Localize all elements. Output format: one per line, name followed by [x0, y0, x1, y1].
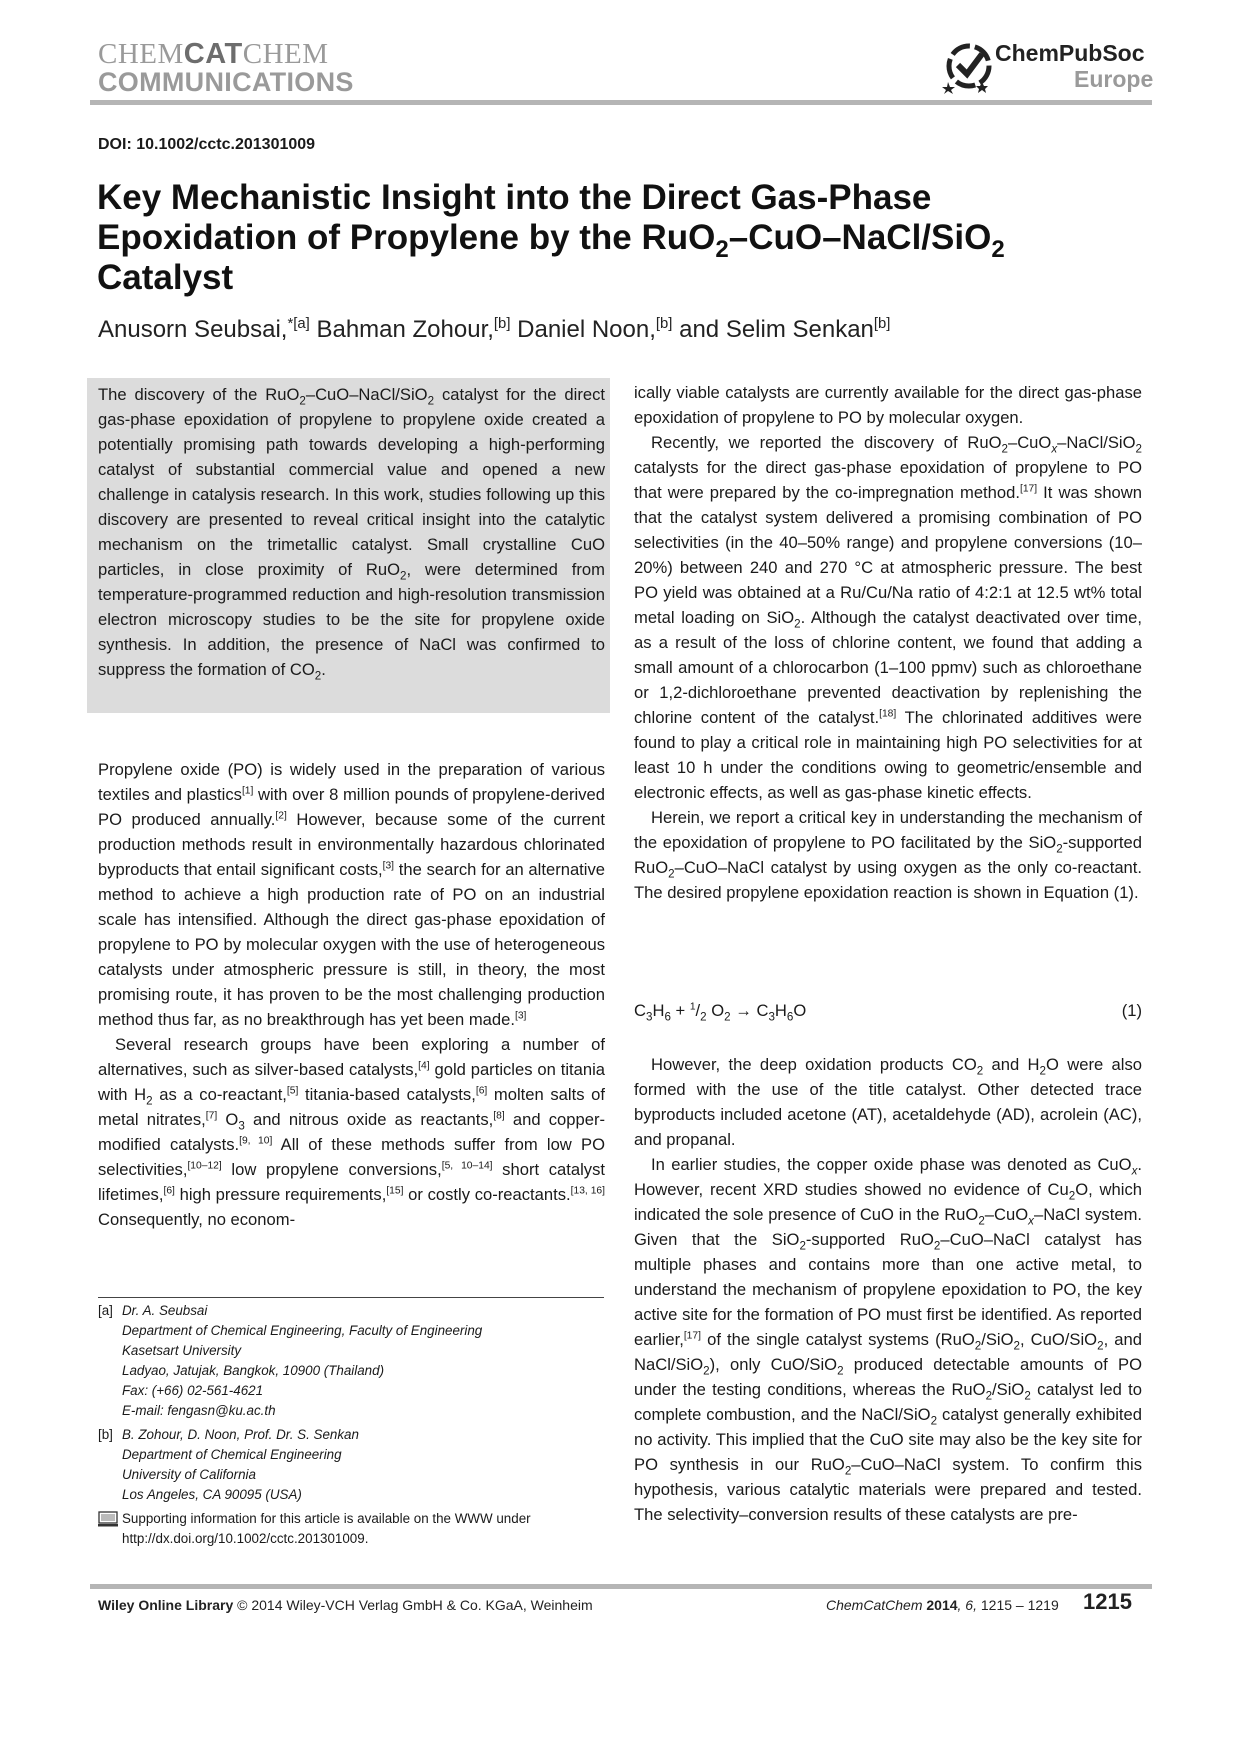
citation: [18]	[879, 708, 897, 720]
subscript: 2	[1024, 1389, 1031, 1403]
subscript: 2	[837, 1364, 844, 1378]
abstract-segment: .	[321, 660, 326, 679]
subscript: 2	[314, 669, 322, 683]
journal-abbrev: ChemCatChem	[826, 1597, 923, 1613]
text: –CuO–NaCl catalyst has multiple phases and contains more than one active metal, to understand the mechanism of propylene epoxidation to PO, the key active site for the formation of PO must first be identified. As reported earlier,	[634, 1230, 1142, 1349]
si-line: Supporting information for this article is available on the WWW under	[122, 1511, 531, 1526]
text: -supported RuO	[634, 833, 1142, 877]
subscript: 2	[978, 1214, 985, 1228]
subscript: 2	[1068, 1189, 1076, 1203]
title-subscript: 2	[715, 236, 729, 263]
citation: [8]	[493, 1110, 505, 1122]
equation-number: (1)	[1121, 1001, 1142, 1020]
journal-name-part: CAT	[183, 38, 243, 70]
subscript: 2	[399, 569, 407, 583]
title-subscript: 2	[991, 236, 1005, 263]
footnote-label: [b]	[98, 1427, 113, 1442]
text: , CuO/SiO	[1019, 1330, 1098, 1349]
text: However, because some of the current production methods result in environmentally hazardous chlorinated byproducts that entail significant costs,	[98, 810, 605, 879]
footnote-body	[122, 1301, 604, 1421]
text: -supported RuO	[805, 1230, 934, 1249]
subscript: 2	[724, 1010, 731, 1024]
author-name: Daniel Noon,	[510, 316, 656, 343]
subscript: 2	[668, 867, 675, 881]
text: and H	[983, 1055, 1040, 1074]
text: catalysts for the direct gas-phase epoxidation of propylene to PO that were prepared by the co-impregnation method.	[634, 458, 1142, 502]
footnote-line: Department of Chemical Engineering	[122, 1447, 342, 1462]
eq-text: O	[793, 1001, 807, 1020]
text: –CuO–NaCl catalyst by using oxygen as the only co-reactant. The desired propylene epoxidation reaction is shown in Equation (1).	[634, 858, 1142, 902]
subscript: 3	[645, 1010, 653, 1024]
text: , and NaCl/SiO	[634, 1330, 1142, 1374]
fraction-slash: /	[695, 1001, 701, 1020]
subscript: 2	[933, 1239, 941, 1253]
footer-publisher	[98, 1597, 593, 1613]
text: of the single catalyst systems (RuO	[700, 1330, 975, 1349]
text: All of these methods suffer from low PO selectivities,	[98, 1135, 605, 1179]
year: 2014	[922, 1597, 958, 1613]
journal-name-part: CHEM	[242, 38, 329, 70]
fraction-numerator: 1	[689, 1001, 696, 1013]
text: /SiO	[981, 1330, 1014, 1349]
subscript: 2	[1056, 842, 1063, 856]
text: short catalyst lifetimes,	[98, 1160, 606, 1204]
footer-rule	[90, 1584, 1152, 1589]
paragraph	[98, 757, 605, 1032]
citation: [3]	[514, 1010, 527, 1022]
page-range: 1215 – 1219	[977, 1597, 1059, 1613]
author-name: Bahman Zohour,	[309, 316, 494, 343]
citation: [15]	[386, 1185, 404, 1197]
eq-text: +	[670, 1001, 690, 1020]
text: gold particles on titania with H	[98, 1060, 606, 1104]
footnote-line: University of California	[122, 1467, 256, 1482]
subscript: 2	[985, 1389, 993, 1403]
page-number: 1215	[1083, 1589, 1132, 1614]
article-title	[97, 178, 1097, 298]
author-name: Anusorn Seubsai,	[98, 316, 288, 343]
citation: [6]	[475, 1085, 488, 1097]
supporting-info-text	[122, 1509, 604, 1549]
text: O were also formed with the use of the title catalyst. Other detected trace byproducts included acetone (AT), acetaldehyde (AD), acrolein (AC), and propanal.	[634, 1055, 1142, 1149]
text: titania-based catalysts,	[298, 1085, 476, 1104]
citation: [5, 10–14]	[441, 1160, 493, 1172]
text: Recently, we reported the discovery of RuO	[651, 433, 1002, 452]
title-text: Catalyst	[97, 258, 234, 297]
text: –CuO	[984, 1205, 1029, 1224]
citation: [4]	[418, 1060, 430, 1072]
subscript: 2	[427, 394, 435, 408]
citation: [3]	[382, 860, 395, 872]
text: ), only CuO/SiO	[709, 1355, 838, 1374]
abstract-segment: –CuO–NaCl/SiO	[305, 385, 428, 404]
eq-text: → C	[730, 1001, 769, 1020]
subscript: 2	[703, 1364, 710, 1378]
text: or costly co-reactants.	[403, 1185, 571, 1204]
citation: [1]	[241, 785, 254, 797]
eq-text: O	[706, 1001, 725, 1020]
text: as a co-reactant,	[152, 1085, 287, 1104]
text: –NaCl/SiO	[1057, 433, 1136, 452]
author-affiliation: [b]	[655, 316, 673, 332]
text: high pressure requirements,	[174, 1185, 387, 1204]
computer-icon	[98, 1511, 118, 1527]
footnote-line: Los Angeles, CA 90095 (USA)	[122, 1487, 302, 1502]
subscript: 3	[768, 1010, 775, 1024]
logo-text: ChemPubSoc	[995, 40, 1145, 66]
logo-text: Europe	[1074, 66, 1154, 92]
footnote-rule	[98, 1297, 604, 1298]
citation: [5]	[286, 1085, 299, 1097]
supporting-info-note	[98, 1509, 604, 1549]
citation: [9, 10]	[239, 1135, 273, 1147]
subscript: 2	[794, 617, 801, 631]
eq-text: H	[774, 1001, 787, 1020]
text: produced detectable amounts of PO under the testing conditions, whereas the RuO	[634, 1355, 1142, 1399]
footnote-affiliation-a	[98, 1301, 604, 1421]
footer-citation	[826, 1597, 1059, 1613]
citation: [17]	[1019, 483, 1038, 495]
footnote-line: Dr. A. Seubsai	[122, 1303, 208, 1318]
citation: [6]	[163, 1185, 175, 1197]
equation	[634, 1001, 1142, 1024]
footnote-affiliation-b	[98, 1425, 604, 1505]
text: –CuO–NaCl system. To confirm this hypothesis, various catalytic materials were prepared and tested. The selectivity–conversion results of these catalysts are pre-	[634, 1455, 1142, 1524]
subscript: 2	[1097, 1339, 1104, 1353]
footnote-line: Fax: (+66) 02-561-4621	[122, 1383, 264, 1398]
author-list	[98, 316, 890, 344]
footnote-line: Kasetsart University	[122, 1343, 242, 1358]
abstract-segment: The discovery of the RuO	[98, 385, 300, 404]
text: The chlorinated additives were found to play a critical role in maintaining high PO selectivities for at least 10 h under the conditions owing to geometric/ensemble and electronic effects, as well as gas-phase kinetic effects.	[634, 708, 1142, 802]
paragraph: ically viable catalysts are currently available for the direct gas-phase epoxidation of propylene to PO by molecular oxygen.	[634, 383, 1142, 427]
text: –CuO	[1007, 433, 1052, 452]
text: and copper-modified catalysts.	[98, 1110, 605, 1154]
header-rule	[90, 100, 1152, 105]
subscript: x	[1028, 1214, 1034, 1228]
text: molten salts of metal nitrates,	[98, 1085, 605, 1129]
abstract-segment: catalyst for the direct gas-phase epoxidation of propylene to propylene oxide created a potentially promising path towards developing a high-performing catalyst of substantial commercial value and opened a new challenge in catalysis research. In this work, studies following up this discovery are presented to reveal critical insight into the catalytic mechanism on the trimetallic catalyst. Small crystalline CuO particles, in close proximity of RuO	[98, 385, 605, 579]
subscript: 2	[974, 1339, 982, 1353]
author-name: and Selim Senkan	[672, 316, 874, 343]
citation: [7]	[205, 1110, 218, 1122]
text: low propylene conversions,	[221, 1160, 442, 1179]
text: . Although the catalyst deactivated over time, as a result of the loss of chlorine content, we found that adding a small amount of a chlorocarbon (1–100 ppmv) such as chloroethane or 1,2-dichloroethane prevented deactivation by replenishing the chlorine content of the catalyst.	[634, 608, 1142, 727]
subscript: 3	[238, 1119, 245, 1133]
si-link[interactable]: http://dx.doi.org/10.1002/cctc.201301009.	[122, 1531, 369, 1546]
title-text: –CuO–NaCl/SiO	[728, 218, 992, 257]
footnote-line: B. Zohour, D. Noon, Prof. Dr. S. Senkan	[122, 1427, 359, 1442]
citation: [10–12]	[187, 1160, 222, 1172]
subscript: x	[1131, 1164, 1138, 1178]
eq-text: C	[634, 1001, 646, 1020]
subscript: 2	[976, 1064, 984, 1078]
paragraph	[634, 1052, 1142, 1152]
text: It was shown that the catalyst system delivered a promising combination of PO selectivities (in the 40–50% range) and propylene conversions (10–20%) between 240 and 270 °C at atmospheric pressure. The best PO yield was obtained at a Ru/Cu/Na ratio of 4:2:1 at 12.5 wt% total metal loading on SiO	[634, 483, 1143, 627]
footnote-line: Department of Chemical Engineering, Faculty of Engineering	[122, 1323, 483, 1338]
subscript: 2	[299, 394, 306, 408]
subscript: 2	[1001, 442, 1008, 456]
section-label: COMMUNICATIONS	[98, 67, 354, 97]
text: Consequently, no econom-	[98, 1210, 296, 1229]
abstract-segment: , were determined from temperature-programmed reduction and high-resolution transmission electron microscopy studies to be the site for propylene oxide synthesis. In addition, the presence of NaCl was confirmed to suppress the formation of CO	[98, 560, 605, 679]
subscript: x	[1051, 442, 1058, 456]
footnote-label: [a]	[98, 1303, 113, 1318]
citation: [13, 16]	[570, 1185, 605, 1197]
subscript: 6	[786, 1010, 794, 1024]
abstract-text	[98, 382, 605, 682]
copyright-text: © 2014 Wiley-VCH Verlag GmbH & Co. KGaA, Weinheim	[233, 1597, 593, 1613]
text: . However, recent XRD studies showed no evidence of Cu	[634, 1155, 1142, 1199]
subscript: 2	[1135, 442, 1142, 456]
text: Herein, we report a critical key in understanding the mechanism of the epoxidation of propylene to PO facilitated by the SiO	[634, 808, 1142, 852]
title-text: Key Mechanistic Insight into the Direct Gas-Phase Epoxidation of Propylene by the RuO	[97, 178, 932, 257]
paragraph	[98, 1032, 605, 1232]
footnote-line: Ladyao, Jatujak, Bangkok, 10900 (Thailand)	[122, 1363, 385, 1378]
text: catalyst led to complete combustion, and the NaCl/SiO	[634, 1380, 1142, 1424]
paragraph	[634, 1152, 1142, 1527]
subscript: 6	[664, 1010, 671, 1024]
subscript: 2	[1013, 1339, 1020, 1353]
author-affiliation: [b]	[493, 316, 511, 332]
subscript: 2	[930, 1414, 938, 1428]
text: catalyst generally exhibited no activity. This implied that the CuO site may also be the key site for PO synthesis in our RuO	[634, 1405, 1142, 1474]
body-right-column-lower	[634, 1052, 1142, 1527]
text: –NaCl system. Given that the SiO	[634, 1205, 1143, 1249]
fraction-denominator: 2	[700, 1010, 707, 1024]
subscript: 2	[799, 1239, 806, 1253]
journal-name-part: CHEM	[98, 38, 184, 70]
volume: , 6,	[957, 1597, 977, 1613]
citation: [2]	[275, 810, 287, 822]
subscript: 2	[146, 1094, 153, 1108]
text: O	[217, 1110, 239, 1129]
subscript: 2	[844, 1464, 852, 1478]
body-right-column	[634, 380, 1142, 905]
text: the search for an alternative method to achieve a high production rate of PO on an industrial scale has intensified. Although the direct gas-phase epoxidation of propylene to PO by molecular oxygen with the use of heterogeneous catalysts under atmospheric pressure is still, in theory, the most promising route, it has proven to be the most challenging production method thus far, as no breakthrough has yet been made.	[98, 860, 605, 1029]
text: and nitrous oxide as reactants,	[244, 1110, 494, 1129]
subscript: 2	[1039, 1064, 1047, 1078]
text: Several research groups have been exploring a number of alternatives, such as silver-based catalysts,	[98, 1035, 605, 1079]
doi: DOI: 10.1002/cctc.201301009	[98, 136, 316, 153]
paragraph	[634, 430, 1142, 805]
text: with over 8 million pounds of propylene-derived PO produced annually.	[98, 785, 605, 829]
author-affiliation: *[a]	[287, 316, 310, 332]
citation: [17]	[683, 1330, 701, 1342]
wiley-online-library-link[interactable]: Wiley Online Library	[98, 1597, 234, 1613]
eq-text: H	[652, 1001, 665, 1020]
paragraph	[634, 805, 1142, 905]
body-left-column	[98, 757, 605, 1232]
text: In earlier studies, the copper oxide phase was denoted as CuO	[651, 1155, 1132, 1174]
text: However, the deep oxidation products CO	[651, 1055, 977, 1074]
text: O, which indicated the sole presence of CuO in the RuO	[634, 1180, 1142, 1224]
text: /SiO	[992, 1380, 1025, 1399]
footnote-body	[122, 1425, 604, 1505]
author-affiliation: [b]	[873, 316, 891, 332]
footnote-line: E-mail: fengasn@ku.ac.th	[122, 1403, 276, 1418]
text: Propylene oxide (PO) is widely used in the preparation of various textiles and plastics	[98, 760, 605, 804]
